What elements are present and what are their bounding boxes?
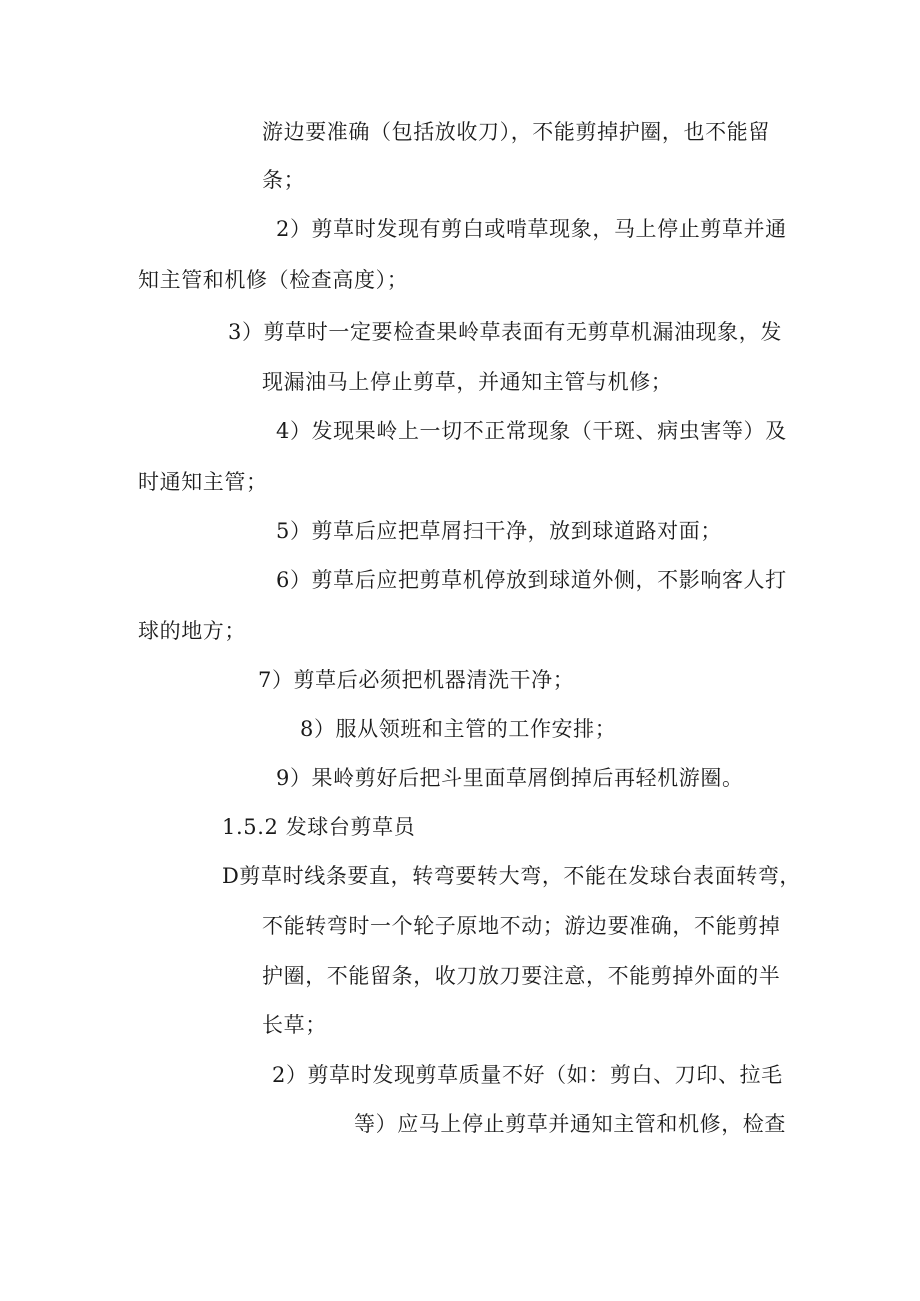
text-line: 4）发现果岭上一切不正常现象（干斑、病虫害等）及	[276, 419, 787, 443]
text-line: 3）剪草时一定要检查果岭草表面有无剪草机漏油现象，发	[228, 320, 782, 344]
text-line: 知主管和机修（检查高度）；	[138, 268, 409, 292]
text-line: 8）服从领班和主管的工作安排；	[300, 717, 617, 741]
text-line: 6）剪草后应把剪草机停放到球道外侧，不影响客人打	[276, 568, 787, 592]
text-line: 条；	[262, 168, 306, 192]
text-line: 7）剪草后必须把机器清洗干净；	[258, 668, 575, 692]
text-line: 时通知主管；	[138, 470, 268, 494]
text-line: 5）剪草后应把草屑扫干净，放到球道路对面；	[276, 519, 722, 543]
text-line: D剪草时线条要直，转弯要转大弯，不能在发球台表面转弯，	[222, 864, 802, 888]
text-line: 等）应马上停止剪草并通知主管和机修，检查	[354, 1112, 786, 1136]
section-heading: 1.5.2 发球台剪草员	[222, 815, 416, 839]
text-line: 游边要准确（包括放收刀），不能剪掉护圈，也不能留	[262, 120, 770, 144]
text-line: 2）剪草时发现剪草质量不好（如：剪白、刀印、拉毛	[272, 1063, 783, 1087]
text-line: 现漏油马上停止剪草，并通知主管与机修；	[262, 370, 673, 394]
text-line: 2）剪草时发现有剪白或啃草现象，马上停止剪草并通	[276, 217, 787, 241]
text-line: 长草；	[262, 1013, 327, 1037]
text-line: 不能转弯时一个轮子原地不动；游边要准确，不能剪掉	[262, 914, 781, 938]
text-line: 球的地方；	[138, 619, 246, 643]
text-line: 9）果岭剪好后把斗里面草屑倒掉后再轻机游圈。	[276, 766, 744, 790]
text-line: 护圈，不能留条，收刀放刀要注意，不能剪掉外面的半	[262, 964, 781, 988]
